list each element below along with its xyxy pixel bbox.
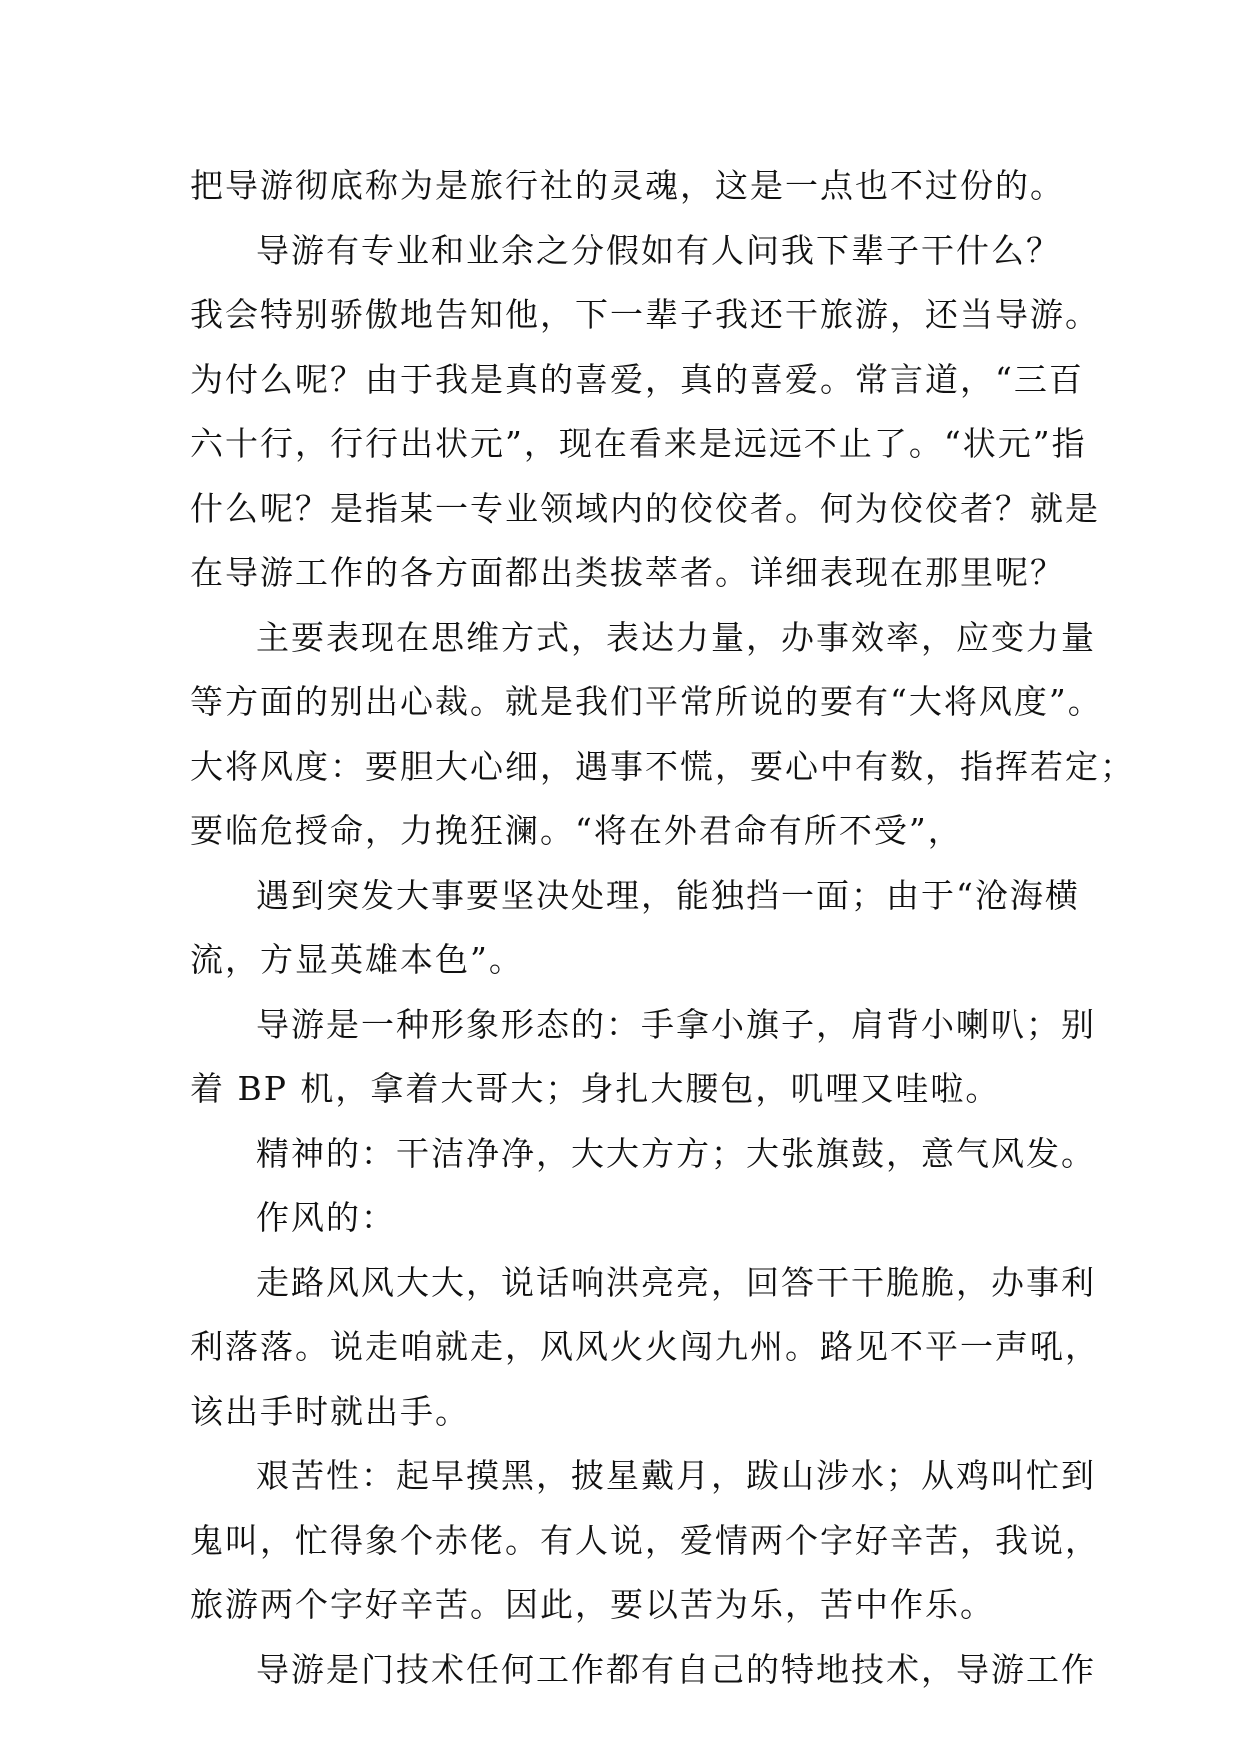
text-line: 什么呢？是指某一专业领域内的佼佼者。何为佼佼者？就是 (190, 488, 1100, 528)
text-line: 鬼叫，忙得象个赤佬。有人说，爱情两个字好辛苦，我说， (190, 1520, 1100, 1560)
text-line: 把导游彻底称为是旅行社的灵魂，这是一点也不过份的。 (190, 166, 1065, 205)
text-line: 艰苦性：起早摸黑，披星戴月，跋山涉水；从鸡叫忙到 (256, 1456, 1096, 1495)
text-line: 大将风度：要胆大心细，遇事不慌，要心中有数，指挥若定； (190, 746, 1135, 786)
text-line: 主要表现在思维方式，表达力量，办事效率，应变力量 (256, 617, 1096, 657)
text-line: 该出手时就出手。 (190, 1391, 470, 1431)
text-line: 精神的：干洁净净，大大方方；大张旗鼓，意气风发。 (256, 1133, 1096, 1173)
text-line: 我会特别骄傲地告知他，下一辈子我还干旅游，还当导游。 (190, 295, 1100, 334)
text-line: 等方面的别出心裁。就是我们平常所说的要有“大将风度”。 (190, 682, 1103, 721)
text-line: 在导游工作的各方面都出类拔萃者。详细表现在那里呢？ (190, 553, 1065, 592)
text-line: 导游是一种形象形态的：手拿小旗子，肩背小喇叭；别 (256, 1004, 1096, 1044)
text-line: 旅游两个字好辛苦。因此，要以苦为乐，苦中作乐。 (190, 1585, 995, 1624)
text-line: 流，方显英雄本色”。 (190, 940, 524, 979)
text-line: 利落落。说走咱就走，风风火火闯九州。路见不平一声吼， (190, 1327, 1100, 1366)
text-line: 作风的： (256, 1198, 396, 1237)
text-line: 导游有专业和业余之分假如有人问我下辈子干什么？ (256, 230, 1061, 270)
text-line: 要临危授命，力挽狂澜。“将在外君命有所不受”， (190, 811, 963, 850)
document-body (190, 154, 1135, 1702)
text-line: 遇到突发大事要坚决处理，能独挡一面；由于“沧海横 (256, 875, 1080, 915)
text-line: 导游是门技术任何工作都有自己的特地技术，导游工作 (256, 1649, 1096, 1689)
text-line: 为付么呢？由于我是真的喜爱，真的喜爱。常言道，“三百 (190, 359, 1084, 399)
text-line: 着 BP 机，拿着大哥大；身扎大腰包，叽哩又哇啦。 (190, 1069, 1001, 1108)
text-line: 六十行，行行出状元”，现在看来是远远不止了。“状元”指 (190, 424, 1087, 463)
text-line: 走路风风大大，说话响洪亮亮，回答干干脆脆，办事利 (256, 1262, 1096, 1302)
